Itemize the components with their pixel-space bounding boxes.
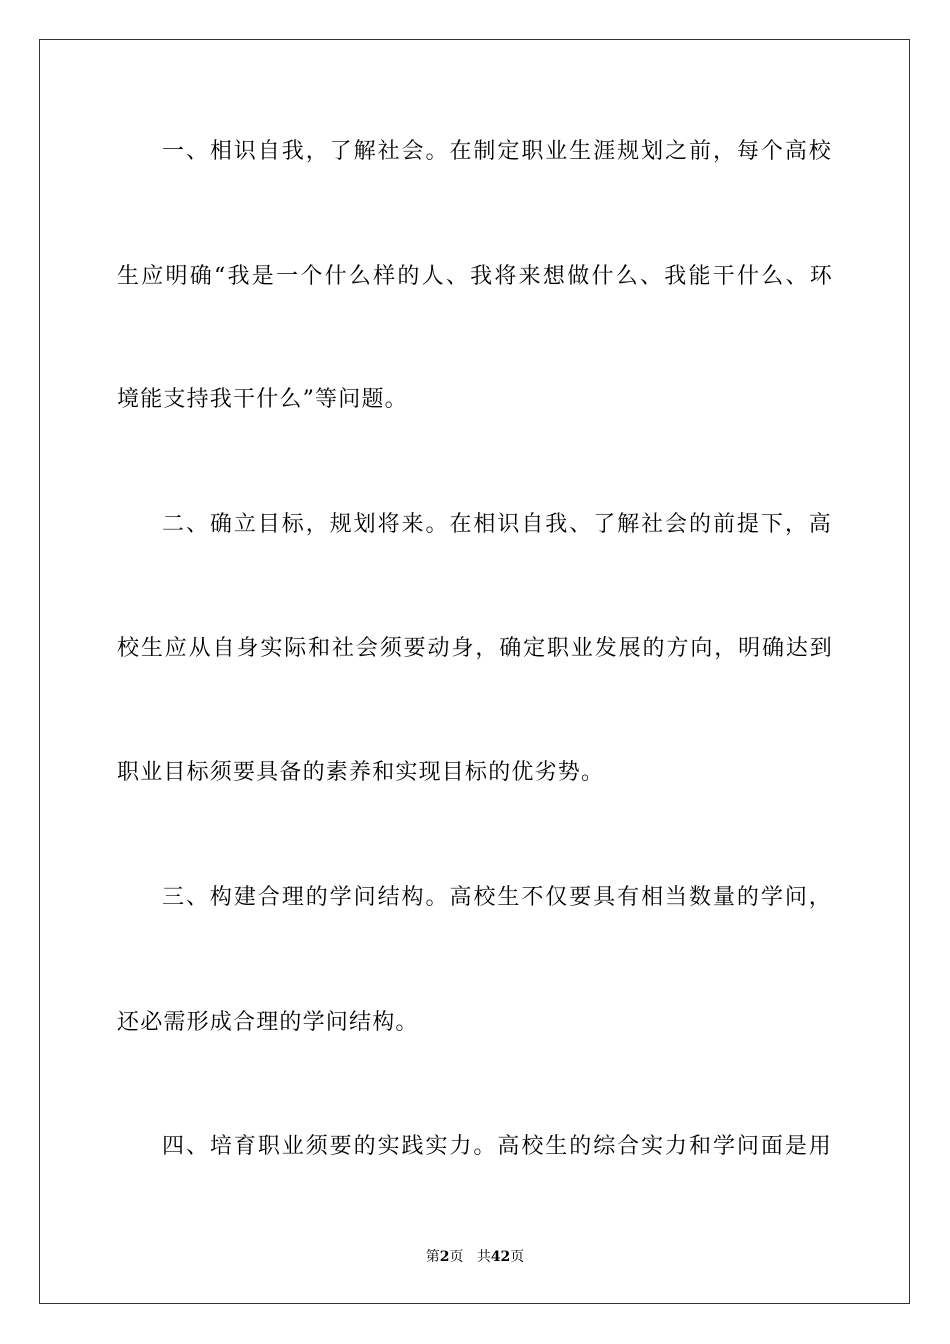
total-prefix: 共	[476, 1249, 491, 1265]
paragraph-1-line-2: 生应明确“我是一个什么样的人、我将来想做什么、我能干什么、环	[117, 264, 833, 289]
paragraph-2-line-2: 校生应从自身实际和社会须要动身，确定职业发展的方向，明确达到	[117, 636, 833, 661]
paragraph-4-line-1: 四、培育职业须要的实践实力。高校生的综合实力和学问面是用	[162, 1134, 832, 1159]
page-suffix: 页	[449, 1249, 464, 1265]
page-number: 2	[439, 1249, 450, 1265]
paragraph-3-line-1: 三、构建合理的学问结构。高校生不仅要具有相当数量的学问，	[162, 885, 832, 910]
total-suffix: 页	[510, 1249, 525, 1265]
total-pages: 42	[490, 1249, 511, 1265]
paragraph-2-line-1: 二、确立目标，规划将来。在相识自我、了解社会的前提下，高	[162, 512, 832, 537]
paragraph-3-line-2: 还必需形成合理的学问结构。	[117, 1010, 419, 1035]
paragraph-2-line-3: 职业目标须要具备的素养和实现目标的优劣势。	[117, 760, 605, 785]
paragraph-1-line-3: 境能支持我干什么”等问题。	[117, 387, 408, 412]
page-footer	[0, 1247, 950, 1267]
paragraph-1-line-1: 一、相识自我，了解社会。在制定职业生涯规划之前，每个高校	[162, 139, 832, 164]
page-frame	[39, 39, 910, 1304]
page-prefix: 第	[425, 1249, 440, 1265]
